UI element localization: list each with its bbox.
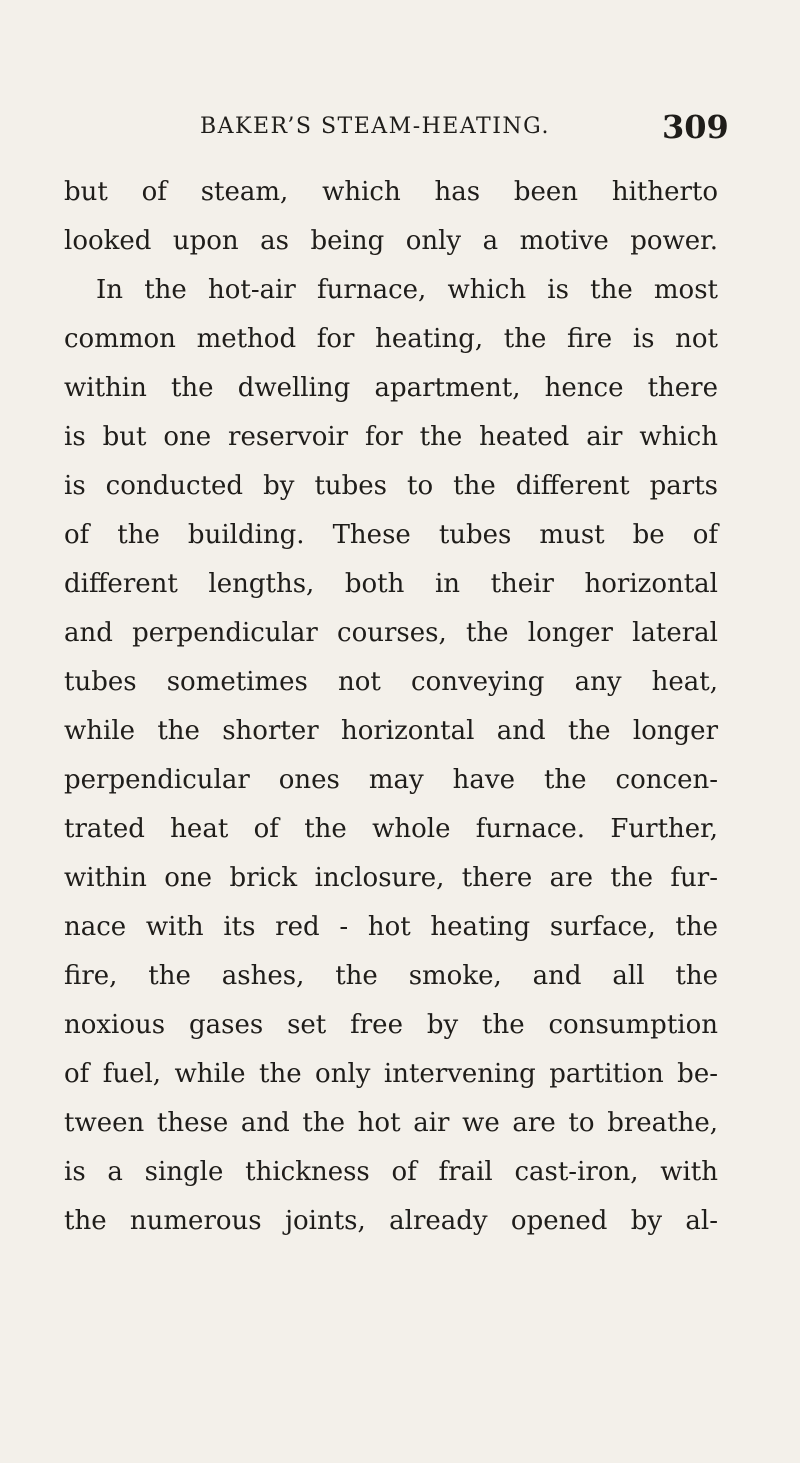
- text-line: trated heat of the whole furnace. Further,: [64, 814, 718, 844]
- text-line: common method for heating, the fire is not: [64, 324, 718, 354]
- text-line: is but one reservoir for the heated air which: [64, 422, 718, 452]
- text-line: tubes sometimes not conveying any heat,: [64, 667, 718, 697]
- text-line: noxious gases set free by the consumption: [64, 1010, 718, 1040]
- text-line: In the hot-air furnace, which is the most: [96, 275, 718, 305]
- text-line: within one brick inclosure, there are the fur-: [64, 863, 718, 893]
- text-line: fire, the ashes, the smoke, and all the: [64, 961, 718, 991]
- text-line: of fuel, while the only intervening partition be-: [64, 1059, 718, 1089]
- text-line: tween these and the hot air we are to breathe,: [64, 1108, 718, 1138]
- running-title: BAKER’S STEAM-HEATING.: [200, 114, 550, 139]
- page-number: 309: [662, 108, 729, 146]
- text-line: within the dwelling apartment, hence there: [64, 373, 718, 403]
- running-head: [0, 108, 800, 148]
- text-line: looked upon as being only a motive power.: [64, 226, 718, 256]
- text-line: different lengths, both in their horizontal: [64, 569, 718, 599]
- text-line: but of steam, which has been hitherto: [64, 177, 718, 207]
- text-line: nace with its red - hot heating surface, the: [64, 912, 718, 942]
- text-line: while the shorter horizontal and the longer: [64, 716, 718, 746]
- text-line: and perpendicular courses, the longer lateral: [64, 618, 718, 648]
- text-line: is conducted by tubes to the different parts: [64, 471, 718, 501]
- text-line: of the building. These tubes must be of: [64, 520, 718, 550]
- body-text: [64, 168, 718, 1246]
- text-line: perpendicular ones may have the concen-: [64, 765, 718, 795]
- text-line: the numerous joints, already opened by al-: [64, 1206, 718, 1236]
- text-line: is a single thickness of frail cast-iron, with: [64, 1157, 718, 1187]
